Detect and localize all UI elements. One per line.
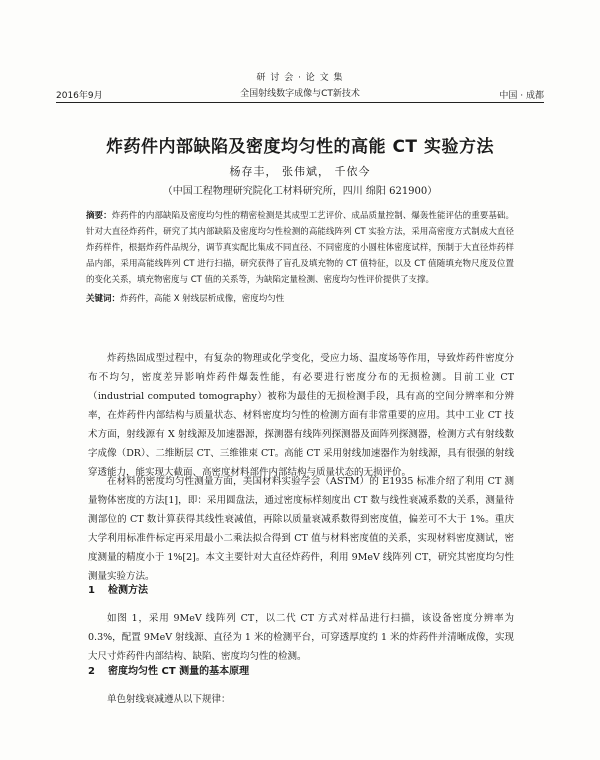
header-conference: 全国射线数字成像与CT新技术 [240, 89, 360, 99]
header-journal: 研 讨 会 · 论 文 集 [256, 73, 344, 83]
section-heading [88, 581, 148, 596]
header-date: 2016年9月 [56, 91, 103, 101]
header-divider [56, 102, 544, 103]
abstract [86, 208, 514, 288]
section-number: 1 [88, 585, 95, 596]
body-paragraph: 单色射线衰减遵从以下规律： [107, 694, 231, 705]
section-number: 2 [88, 666, 95, 677]
paper-title: 炸药件内部缺陷及密度均匀性的高能 CT 实验方法 [106, 137, 494, 157]
paper-authors: 杨存丰， 张伟斌， 千依今 [229, 165, 371, 178]
header-location: 中国 · 成都 [499, 91, 544, 101]
section-title: 密度均匀性 CT 测量的基本原理 [108, 666, 250, 677]
keywords [86, 292, 514, 304]
section-heading [88, 662, 249, 677]
paper-affiliation: （中国工程物理研究院化工材料研究所，四川 绵阳 621900） [162, 186, 438, 197]
abstract-text: 炸药件的内部缺陷及密度均匀性的精密检测是其成型工艺评价、成品质量控制、爆轰性能评估的重要基础。针对大直径炸药件，研究了其内部缺陷及密度均匀性检测的高能线阵列 CT 实验方法，采用高密度方式制成大直径炸药样件，根据炸药件品规分，调节真实配比集成不同直径、不同密度的小圆柱体密度试样，预制于大直径炸药样品内部，采用高能线阵列 CT 进行扫描，研究获得了盲孔及填充物的 CT 值特征，以及 CT 值随填充物尺度及位置的变化关系，填充物密度与 CT 值的关系等，为缺陷定量检测、密度均匀性评价提供了支撑。 [86, 211, 514, 285]
body-paragraph: 如图 1，采用 9MeV 线阵列 CT，以二代 CT 方式对样品进行扫描，该设备密度分辨率为 0.3%，配置 9MeV 射线源、直径为 1 米的检测平台，可穿透厚度约 1 米的炸药件并清晰成像，实现大尺寸炸药件内部结构、缺陷、密度均匀性的检测。 [88, 613, 514, 662]
body-paragraph: 在材料的密度均匀性测量方面，美国材料实验学会（ASTM）的 E1935 标准介绍了利用 CT 测量物体密度的方法[1]，即：采用圆盘法，通过密度标样刻度出 CT 数与线性衰减系数的关系，测量待测部位的 CT 数计算获得其线性衰减值，再除以质量衰减系数得到密度值，偏差可不大于 1%。重庆大学利用标准件标定再采用最小二乘法拟合得到 CT 值与材料密度值的关系，实现材料密度测试，密度测量的精度小于 1%[2]。本文主要针对大直径炸药件，利用 9MeV 线阵列 CT，研究其密度均匀性测量实验方法。 [88, 476, 514, 582]
section-title: 检测方法 [108, 585, 148, 596]
body-paragraph: 炸药热固成型过程中，有复杂的物理或化学变化，受应力场、温度场等作用，导致炸药件密度分布不均匀，密度差异影响炸药件爆轰性能，有必要进行密度分布的无损检测。目前工业 CT（industrial computed tomography）被称为最佳的无损检测手段，具有高的空间分辨率和分辨率，在炸药件内部结构与质量状态、材料密度均匀性的检测方面有非常重要的应用。其中工业 CT 技术方面，射线源有 X 射线源及加速器源，探测器有线阵列探测器及面阵列探测器，检测方式有射线数字成像（DR）、二维断层 CT、三维锥束 CT。高能 CT 采用射线加速器作为射线源，具有很强的射线穿透能力，能实现大截面、高密度材料部件内部结构与质量状态的无损评价。 [88, 353, 514, 478]
keywords-label: 关键词： [86, 294, 121, 304]
abstract-label: 摘要： [86, 211, 112, 221]
keywords-text: 炸药件，高能 X 射线层析成像，密度均匀性 [120, 294, 285, 304]
